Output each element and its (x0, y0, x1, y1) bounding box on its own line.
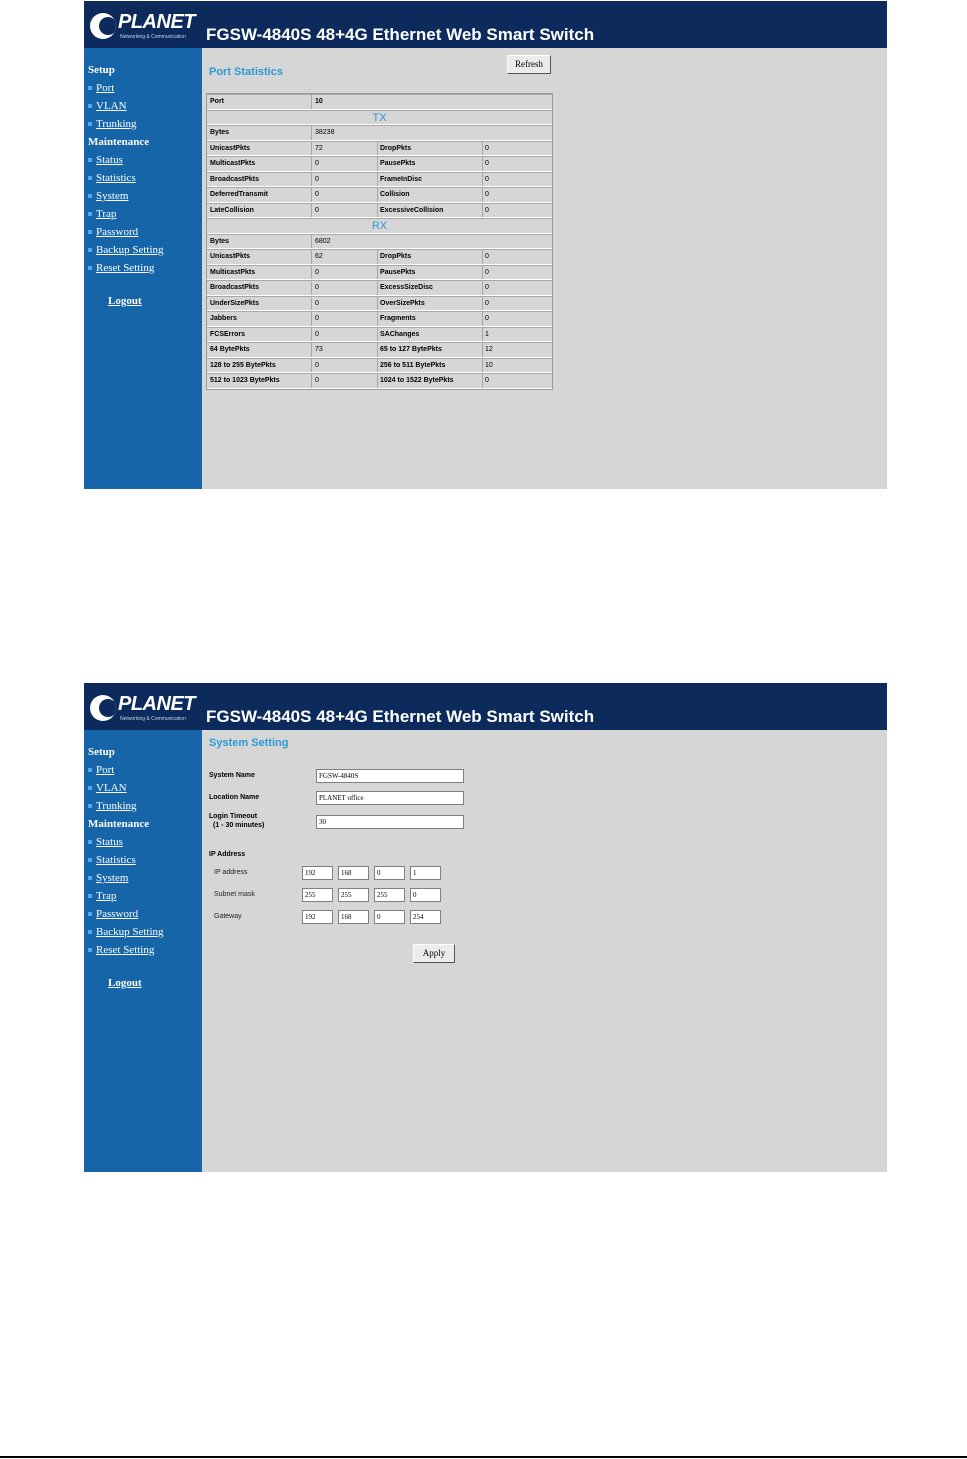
sidebar-item-label: VLAN (96, 100, 127, 112)
stat-label: MulticastPkts (210, 268, 256, 276)
stat-value: 0 (485, 160, 489, 167)
sidebar-item-backup-setting[interactable] (88, 926, 164, 938)
ip-octet-4-input[interactable] (410, 866, 441, 880)
stat-value: 0 (315, 206, 319, 214)
planet-logo (90, 11, 200, 43)
stat-value: 0 (315, 160, 319, 167)
app-header (84, 1, 887, 48)
app-title: FGSW-4840S 48+4G Ethernet Web Smart Switch (206, 25, 595, 44)
stat-label: LateCollision (210, 206, 254, 214)
sidebar-item-password[interactable] (88, 226, 138, 238)
stat-label: DropPkts (380, 144, 412, 152)
bullet-icon (88, 912, 92, 916)
port-statistics-screenshot (84, 1, 887, 489)
sidebar-item-label: Trunking (96, 800, 137, 812)
table-row (207, 156, 552, 172)
sidebar-item-trap[interactable] (88, 208, 116, 220)
stat-label: FrameInDisc (380, 175, 423, 183)
rx-label: RX (371, 220, 388, 232)
port-label: Port (210, 98, 224, 105)
stat-label: UnicastPkts (210, 144, 251, 152)
table-row (207, 203, 552, 219)
rx-bytes-label: Bytes (210, 237, 230, 245)
stat-label: Collision (380, 191, 410, 198)
table-row (207, 187, 552, 203)
gateway-octet-3-input[interactable] (374, 910, 405, 924)
stat-label: 64 BytePkts (210, 346, 250, 353)
stat-value: 10 (485, 361, 493, 369)
stat-value: 73 (315, 346, 323, 353)
gateway-octet-2-input[interactable] (338, 910, 369, 924)
sidebar-item-vlan[interactable] (88, 782, 127, 794)
port-statistics-table (206, 93, 553, 390)
bullet-icon (88, 158, 92, 162)
stat-value: 62 (315, 253, 323, 260)
logo-text: PLANET (118, 693, 195, 715)
sidebar-item-system[interactable] (88, 190, 128, 202)
sidebar-item-label: System (96, 190, 129, 202)
bullet-icon (88, 876, 92, 880)
bullet-icon (88, 266, 92, 270)
apply-button[interactable]: Apply (413, 944, 455, 963)
sidebar-item-label: Statistics (96, 172, 136, 184)
bullet-icon (88, 858, 92, 862)
stat-label: FCSErrors (210, 330, 246, 338)
stat-value: 0 (315, 377, 319, 384)
gateway-octet-4-input[interactable] (410, 910, 441, 924)
table-row (207, 358, 552, 374)
stat-label: OverSizePkts (380, 299, 425, 307)
location-name-label: Location Name (209, 794, 260, 801)
login-timeout-range: (1 - 30 minutes) (213, 822, 265, 829)
ip-octet-3-input[interactable] (374, 866, 405, 880)
stat-value: 0 (315, 175, 319, 183)
stat-label: UnicastPkts (210, 253, 251, 260)
refresh-button[interactable]: Refresh (507, 55, 551, 74)
stat-value: 0 (485, 253, 489, 260)
bullet-icon (88, 176, 92, 180)
tx-bytes-label: Bytes (210, 129, 230, 136)
table-row-tx-bytes (207, 125, 552, 141)
table-row (207, 373, 552, 389)
logout-link[interactable]: Logout (108, 977, 142, 989)
sidebar-item-label: Reset Setting (96, 944, 155, 956)
table-row (207, 141, 552, 157)
tx-rows (207, 141, 552, 219)
stat-label: PausePkts (380, 160, 416, 167)
sidebar-item-status[interactable] (88, 836, 123, 848)
stat-value: 1 (485, 330, 489, 338)
sidebar-item-label: Status (96, 836, 123, 848)
stat-label: BroadcastPkts (210, 284, 260, 291)
stat-label: MulticastPkts (210, 160, 256, 167)
bullet-icon (88, 768, 92, 772)
sidebar-item-label: Port (96, 764, 115, 776)
table-row (207, 327, 552, 343)
table-row-rx-bytes (207, 234, 552, 250)
location-name-input[interactable] (316, 791, 464, 805)
sidebar-item-label: Backup Setting (96, 244, 164, 256)
bullet-icon (88, 122, 92, 126)
sidebar-item-statistics[interactable] (88, 854, 136, 866)
sidebar-item-port[interactable] (88, 764, 114, 776)
gateway-octet-1-input[interactable] (302, 910, 333, 924)
tx-section-header (207, 110, 552, 126)
stat-value: 0 (315, 191, 319, 198)
sidebar-item-password[interactable] (88, 908, 138, 920)
bullet-icon (88, 930, 92, 934)
bullet-icon (88, 248, 92, 252)
sidebar (84, 48, 202, 489)
stat-label: Jabbers (210, 315, 237, 322)
bullet-icon (88, 230, 92, 234)
bullet-icon (88, 894, 92, 898)
table-row (207, 311, 552, 327)
stat-label: 512 to 1023 BytePkts (210, 377, 280, 384)
sidebar-item-statistics[interactable] (88, 172, 136, 184)
logo-subtitle: Networking & Communication (120, 34, 186, 40)
sidebar-item-trap[interactable] (88, 890, 116, 902)
stat-label: DeferredTransmit (210, 191, 268, 198)
sidebar-item-status[interactable] (88, 154, 123, 166)
logout-link[interactable]: Logout (108, 295, 142, 307)
stat-label: SAChanges (380, 330, 420, 338)
planet-logo (90, 693, 200, 725)
bullet-icon (88, 840, 92, 844)
table-row-port (207, 94, 552, 110)
stat-label: BroadcastPkts (210, 175, 260, 183)
sidebar-item-reset-setting[interactable] (88, 262, 154, 274)
bullet-icon (88, 212, 92, 216)
stat-value: 0 (485, 377, 489, 384)
rx-bytes-value: 6802 (315, 237, 331, 245)
sidebar-item-label: Statistics (96, 854, 136, 866)
bullet-icon (88, 104, 92, 108)
sidebar-item-label: Backup Setting (96, 926, 164, 938)
stat-label: PausePkts (380, 268, 416, 276)
sidebar-item-label: Password (96, 226, 139, 238)
stat-label: DropPkts (380, 253, 412, 260)
ip-octet-2-input[interactable] (338, 866, 369, 880)
nav-section-setup: Setup (88, 746, 115, 758)
nav-section-setup: Setup (88, 64, 115, 76)
stat-value: 0 (315, 315, 319, 322)
subnet-octet-1-input[interactable] (302, 888, 333, 902)
table-row (207, 249, 552, 265)
stat-label: Fragments (380, 315, 416, 322)
stat-label: UnderSizePkts (210, 299, 260, 307)
bullet-icon (88, 194, 92, 198)
subnet-octet-4-input[interactable] (410, 888, 441, 902)
stat-value: 0 (315, 284, 319, 291)
subnet-octet-2-input[interactable] (338, 888, 369, 902)
sidebar-item-label: System (96, 872, 129, 884)
planet-logo-icon (90, 13, 116, 39)
sidebar-item-label: Reset Setting (96, 262, 155, 274)
gateway-label: Gateway (214, 913, 242, 920)
sidebar (84, 730, 202, 1172)
stat-label: 128 to 255 BytePkts (210, 361, 276, 369)
stat-value: 0 (315, 299, 319, 307)
sidebar-item-vlan[interactable] (88, 100, 127, 112)
stat-value: 0 (315, 361, 319, 369)
system-name-label: System Name (209, 772, 255, 779)
stat-value: 0 (485, 315, 489, 322)
stat-value: 0 (485, 206, 489, 214)
page-title: Port Statistics (209, 66, 283, 78)
stat-label: ExcessiveCollision (380, 206, 444, 214)
sidebar-item-reset-setting[interactable] (88, 944, 154, 956)
app-header (84, 683, 887, 730)
stat-value: 0 (485, 299, 489, 307)
stat-value: 0 (485, 284, 489, 291)
table-row (207, 342, 552, 358)
stat-value: 72 (315, 144, 323, 152)
bullet-icon (88, 786, 92, 790)
stat-label: 65 to 127 BytePkts (380, 346, 442, 353)
bullet-icon (88, 948, 92, 952)
sidebar-item-trunking[interactable] (88, 118, 137, 130)
stat-value: 0 (315, 330, 319, 338)
login-timeout-label: Login Timeout (209, 813, 258, 820)
logo-subtitle: Networking & Communication (120, 716, 186, 722)
nav-section-maintenance: Maintenance (88, 818, 150, 830)
stat-label: 256 to 511 BytePkts (380, 361, 446, 369)
tx-label: TX (372, 111, 387, 124)
ip-address-section-label: IP Address (209, 851, 246, 858)
subnet-octet-3-input[interactable] (374, 888, 405, 902)
tx-bytes-value: 38238 (315, 129, 335, 136)
stat-value: 0 (315, 268, 319, 276)
rx-section-header (207, 218, 552, 234)
subnet-mask-label: Subnet mask (214, 891, 255, 898)
bullet-icon (88, 804, 92, 808)
ip-address-label: IP address (214, 869, 248, 876)
sidebar-item-system[interactable] (88, 872, 128, 884)
ip-octet-1-input[interactable] (302, 866, 333, 880)
sidebar-item-label: VLAN (96, 782, 127, 794)
system-setting-screenshot (84, 683, 887, 1172)
stat-value: 12 (485, 346, 493, 353)
sidebar-item-label: Trunking (96, 118, 137, 130)
stat-label: ExcessSizeDisc (380, 284, 433, 291)
rx-rows (207, 249, 552, 389)
sidebar-item-label: Trap (96, 890, 117, 902)
table-row (207, 172, 552, 188)
sidebar-item-backup-setting[interactable] (88, 244, 164, 256)
sidebar-item-label: Status (96, 154, 123, 166)
page-bottom-rule (0, 1456, 967, 1458)
nav-section-maintenance: Maintenance (88, 136, 150, 148)
sidebar-item-label: Trap (96, 208, 117, 220)
sidebar-item-port[interactable] (88, 82, 114, 94)
sidebar-item-label: Password (96, 908, 139, 920)
planet-logo-icon (90, 695, 116, 721)
stat-value: 0 (485, 144, 489, 152)
bullet-icon (88, 86, 92, 90)
sidebar-item-trunking[interactable] (88, 800, 137, 812)
table-row (207, 296, 552, 312)
stat-label: 1024 to 1522 BytePkts (380, 377, 454, 384)
port-value: 10 (315, 98, 323, 105)
table-row (207, 280, 552, 296)
logo-text: PLANET (118, 11, 195, 33)
stat-value: 0 (485, 268, 489, 276)
table-row (207, 265, 552, 281)
login-timeout-input[interactable] (316, 815, 464, 829)
app-title: FGSW-4840S 48+4G Ethernet Web Smart Switch (206, 707, 595, 726)
page-title: System Setting (209, 737, 289, 749)
stat-value: 0 (485, 191, 489, 198)
sidebar-item-label: Port (96, 82, 115, 94)
system-name-input[interactable] (316, 769, 464, 783)
stat-value: 0 (485, 175, 489, 183)
